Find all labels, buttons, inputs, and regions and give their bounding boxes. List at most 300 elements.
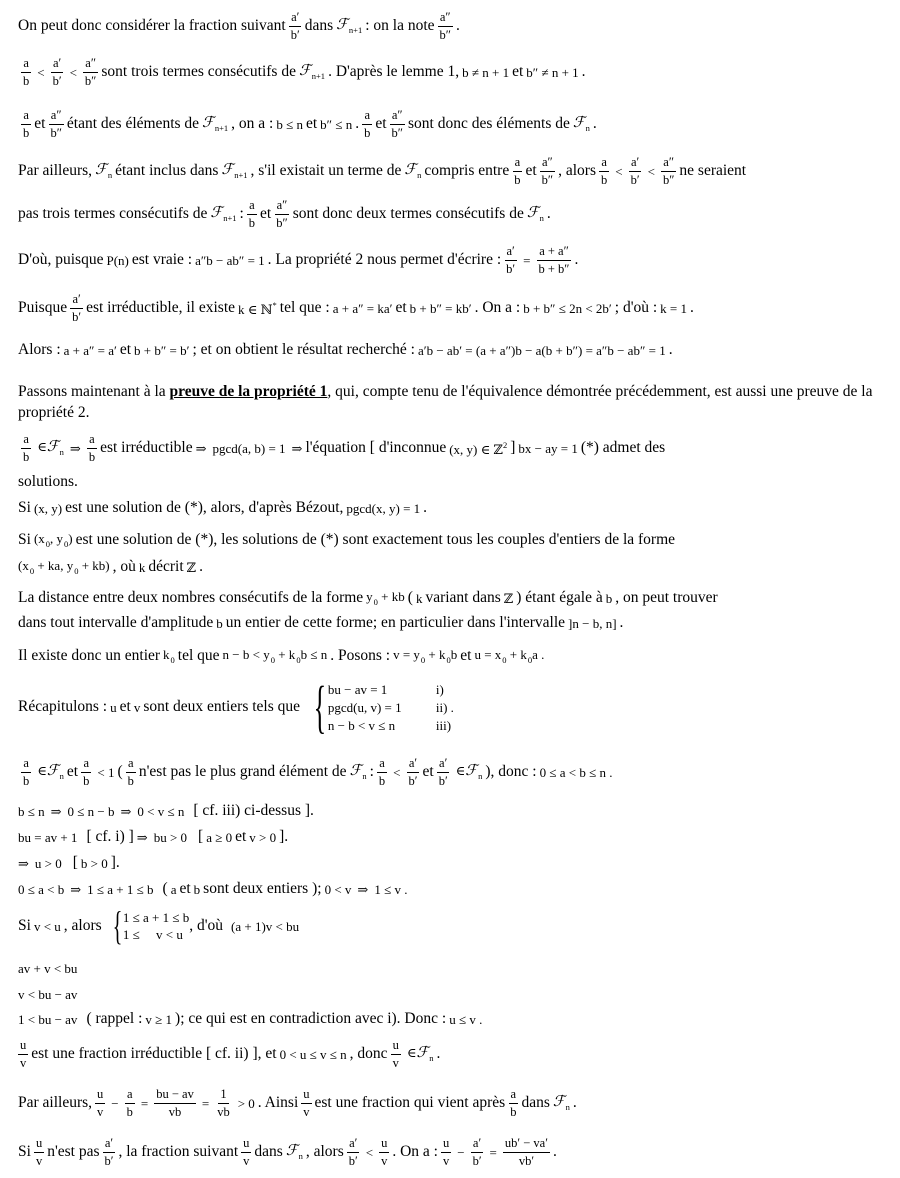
text: pas trois termes consécutifs de: [18, 205, 208, 223]
fraction-u-v: [391, 1038, 401, 1070]
subscript: 0: [29, 565, 35, 576]
text: décrit: [148, 558, 184, 576]
num: a″: [390, 108, 405, 124]
lt: <: [647, 163, 655, 179]
fraction-a-b: [21, 56, 31, 88]
den: b: [23, 449, 30, 464]
in: ∈: [37, 763, 47, 779]
text: dans: [254, 1143, 283, 1161]
math: a: [170, 881, 177, 897]
math: v > 0: [249, 829, 277, 845]
num: a + a″: [537, 244, 571, 260]
math: v ≥ 1: [145, 1011, 173, 1027]
subscript: n+1: [223, 213, 237, 224]
math: k: [163, 646, 170, 662]
den: v: [381, 1153, 388, 1168]
math: bu = av + 1: [18, 829, 78, 845]
subscript: 0: [373, 596, 378, 607]
den: b″: [50, 125, 62, 140]
text: On peut donc considérer la fraction suivant: [18, 17, 286, 35]
text: (*) admet des: [580, 439, 666, 457]
line-28: $\frac{u}{v}$ est une fraction irréductible [ cf. ii) ], et 0 < u ≤ v ≤ n , donc $\frac{u}{v}$ ∈ℱ$_n$ .: [20, 1038, 441, 1070]
fraction-ap-bp: [51, 56, 64, 88]
den: b: [127, 773, 134, 788]
subscript: 0: [527, 654, 533, 665]
eq: =: [523, 252, 531, 268]
line-3: $\frac{a}{b}$ et $\frac{a''}{b''}$ étant des éléments de ℱ$_{n+1}$ , on a : b ≤ n et b″ ≤ n . $\frac{a}{b}$ et $\frac{a''}{b''}$ sont donc des éléments de ℱ$_n$ .: [23, 108, 597, 140]
text: . La propriété 2 nous permet d'écrire :: [267, 251, 502, 269]
text: : on la note: [365, 17, 435, 35]
text: (: [117, 763, 123, 781]
line-27: [18, 1009, 888, 1029]
subscript: n+1: [214, 123, 229, 134]
text: ; et on obtient le résultat recherché :: [192, 341, 415, 359]
fraction-app-bpp: [438, 10, 453, 42]
label-iii: iii): [435, 717, 452, 733]
text: , alors: [558, 162, 597, 180]
farey-symbol: ℱ: [336, 15, 348, 34]
line-22: [18, 853, 888, 873]
num: u: [95, 1087, 105, 1103]
subscript: n: [59, 447, 64, 458]
fraction-app-bpp: [540, 155, 555, 187]
farey-symbol: ℱ: [210, 203, 223, 222]
math: a ≥ 0: [206, 829, 233, 845]
num: a: [21, 432, 31, 448]
fraction-u-v: [241, 1136, 251, 1168]
den: b: [601, 172, 608, 187]
line-19: [18, 752, 888, 792]
subscript: n: [417, 170, 422, 181]
text: n'est pas: [47, 1143, 100, 1161]
lt: <: [69, 64, 77, 80]
fraction-u-v: [379, 1136, 389, 1168]
num: a′: [289, 10, 301, 26]
fraction-ap-bp: [289, 10, 302, 42]
text: et: [34, 115, 46, 133]
num: a″: [83, 56, 98, 72]
math: > 0: [237, 1095, 255, 1111]
text: [: [72, 854, 78, 872]
num: a″: [438, 10, 453, 26]
math: av + v < bu: [18, 960, 78, 976]
fraction-ap-bp: [629, 155, 642, 187]
heading-link-text: preuve de la propriété 1: [169, 383, 328, 400]
fraction-a-b: [362, 108, 372, 140]
text: :: [369, 763, 374, 781]
fraction-diff: [154, 1087, 196, 1119]
line-30: Si $\frac{u}{v}$ n'est pas $\frac{a'}{b'}$ , la fraction suivant $\frac{u}{v}$ dans ℱ$_n$ , alors $\frac{a'}{b'}$ < $\frac{u}{v}$ . On a : $\frac{u}{v}$ − $\frac{a'}{b'}$ = $\frac{ub' - va'}{vb'}$ .: [18, 1136, 557, 1168]
in: ∈: [406, 1045, 417, 1061]
eq: =: [201, 1095, 210, 1111]
text: , qui, compte tenu de l'équivalence démontrée précédemment, est aussi une preuve de la propriété 2.: [18, 383, 873, 421]
math: (x, y): [33, 500, 63, 516]
text: est une solution de (*), les solutions de (*) sont exactement tous les couples d'entiers de la forme: [75, 531, 676, 549]
den: b′: [348, 1153, 358, 1168]
text: Par ailleurs,: [18, 162, 93, 180]
math: u = x: [474, 646, 502, 662]
num: a′: [629, 155, 641, 171]
line-12: Si (x, y) est une solution de (*), alors, d'après Bézout, pgcd(x, y) = 1 .: [18, 499, 428, 517]
text: Si: [18, 499, 31, 517]
text: est une solution de (*), alors, d'après Bézout,: [65, 499, 344, 517]
text: [ cf. iii) ci-dessus ].: [193, 802, 314, 820]
math: v = y: [393, 646, 420, 662]
math: b ≤ n: [276, 116, 303, 132]
text: Si: [18, 531, 31, 549]
den: vb: [217, 1104, 230, 1119]
subscript: 0: [45, 538, 51, 549]
fraction-u-v: [34, 1136, 44, 1168]
fraction-ap-bp: [407, 756, 420, 788]
line-23: [18, 879, 888, 899]
text: et: [375, 115, 387, 133]
text: variant dans: [425, 589, 501, 607]
den: v: [243, 1153, 250, 1168]
math: ℤ: [503, 590, 514, 606]
text: (: [162, 880, 168, 898]
math: b″ ≠ n + 1: [526, 64, 579, 80]
den: b′: [72, 309, 82, 324]
den: b: [23, 73, 30, 88]
text: ) étant égale à: [516, 589, 603, 607]
math: 0 < v ≤ n: [137, 803, 185, 819]
system-rows: bu − av = 1 i) pgcd(u, v) = 1 ii) . n − b < v ≤ n iii): [327, 681, 454, 733]
implies: ⇒: [136, 829, 148, 845]
den: b: [126, 1104, 133, 1119]
text: est une fraction qui vient après: [314, 1094, 506, 1112]
math: (a + 1)v < bu: [231, 918, 300, 934]
math: (x: [33, 530, 45, 546]
den: vb′: [518, 1153, 535, 1168]
num: a′: [437, 756, 449, 772]
num: a′: [505, 244, 517, 260]
minus: −: [111, 1095, 119, 1111]
num: u: [391, 1038, 401, 1054]
math: b: [605, 590, 613, 606]
farey-symbol: ℱ: [349, 761, 362, 780]
math: + k: [506, 646, 527, 662]
den: vb: [168, 1104, 182, 1119]
math: , y: [50, 530, 64, 546]
line-14: ($x_0$ + ka, $y_0 + kb$) , où k décrit ℤ .: [18, 557, 204, 576]
fraction-final: [503, 1136, 550, 1168]
text: un entier de cette forme; en particulier dans l'intervalle: [225, 614, 566, 632]
subscript: 0: [296, 654, 301, 665]
farey-symbol: ℱ: [572, 113, 585, 132]
math: v < bu − av: [18, 986, 78, 1002]
math: b: [216, 615, 223, 631]
math: 1 ≤ v .: [374, 881, 408, 897]
math: + k: [274, 646, 296, 662]
text: et: [119, 698, 131, 716]
den: b′: [408, 773, 418, 788]
math: + kb: [377, 588, 405, 604]
line-16: dans tout intervalle d'amplitude b un entier de cette forme; en particulier dans l'intervalle ]n − b, n] .: [18, 614, 624, 632]
fraction-a-b: [81, 756, 91, 788]
den: b′: [472, 1153, 482, 1168]
num: u: [379, 1136, 389, 1152]
num: a: [87, 432, 97, 448]
num: ub′ − va′: [503, 1136, 550, 1152]
den: v: [20, 1055, 27, 1070]
num: a: [21, 56, 31, 72]
subscript: 0: [446, 654, 451, 665]
subscript: 0: [420, 654, 426, 665]
den: b: [88, 449, 96, 464]
text: compris entre: [424, 162, 510, 180]
subscript: 0: [502, 654, 507, 665]
line-13: [18, 529, 888, 551]
den: b″: [541, 172, 554, 187]
fraction-u-v: [18, 1038, 28, 1070]
den: b″: [276, 215, 288, 230]
num: a′: [51, 56, 63, 72]
num: u: [34, 1136, 44, 1152]
fraction-a-b: [21, 432, 31, 464]
line-17: [18, 645, 888, 667]
text: et: [66, 763, 79, 781]
num: a: [362, 108, 372, 124]
inequality-system: [108, 903, 190, 948]
line-5: pas trois termes consécutifs de ℱ$_{n+1}$ : $\frac{a}{b}$ et $\frac{a''}{b''}$ sont donc deux termes consécutifs de ℱ$_n$ .: [18, 198, 551, 230]
den: b: [248, 215, 256, 230]
farey-symbol: ℱ: [465, 761, 478, 780]
den: v: [97, 1104, 104, 1119]
math: a″b − ab″ = 1: [195, 252, 265, 268]
fraction-app-bpp: [661, 155, 676, 187]
math: k: [138, 559, 146, 575]
math: v: [133, 699, 141, 715]
num: a′: [103, 1136, 115, 1152]
text: . On a :: [474, 299, 521, 317]
num: a: [21, 756, 31, 772]
lt: <: [615, 163, 623, 179]
text: . On a :: [392, 1143, 438, 1161]
num: bu − av: [154, 1087, 196, 1103]
fraction-ap-bp: [437, 756, 450, 788]
math: 0 ≤ n − b: [67, 803, 115, 819]
text: et: [235, 828, 247, 846]
math: b > 0: [80, 855, 108, 871]
num: a: [247, 198, 257, 214]
implies: ⇒: [50, 803, 62, 819]
text: et: [525, 162, 537, 180]
line-20: [18, 801, 888, 821]
text: Il existe donc un entier: [18, 647, 161, 665]
text: ].: [110, 854, 120, 872]
num: a″: [661, 155, 676, 171]
math: v < u: [33, 918, 61, 934]
fraction-ap-bp: [504, 244, 517, 276]
fraction-sum: [536, 244, 571, 276]
equation-system: [306, 674, 454, 739]
fraction-app-bpp: [83, 56, 98, 88]
math: 1 < bu − av: [18, 1011, 78, 1027]
text: Si: [18, 917, 31, 935]
subscript: n: [539, 213, 544, 224]
farey-symbol: ℱ: [46, 761, 59, 780]
math: pgcd(x, y) = 1: [346, 500, 421, 516]
num: a: [513, 155, 523, 171]
text: et: [119, 341, 132, 359]
subscript: n: [362, 771, 367, 782]
lt: <: [365, 1144, 374, 1160]
fraction-a-b: [87, 432, 97, 464]
farey-symbol: ℱ: [202, 113, 214, 132]
num: u: [301, 1087, 311, 1103]
line-15: [18, 587, 888, 609]
text: [ cf. i) ]: [86, 828, 134, 846]
left-brace: {: [112, 903, 123, 948]
equation-ii: pgcd(u, v) = 1: [327, 699, 402, 715]
subscript: 0: [170, 654, 175, 665]
line-18: [18, 672, 888, 742]
math: 0 ≤ a < b: [18, 881, 65, 897]
num: a′: [70, 292, 82, 308]
math: + kb): [78, 557, 110, 573]
system-row: 1 ≤ v < u: [122, 927, 183, 942]
math: u: [110, 699, 117, 715]
math: b ≤ n: [300, 646, 328, 662]
fraction-1-vb: [215, 1087, 232, 1119]
math: b: [193, 881, 201, 897]
subscript: n+1: [348, 25, 363, 36]
subscript: 0: [74, 565, 79, 576]
text: dans: [304, 17, 334, 35]
math: y: [366, 588, 373, 604]
line-11: [18, 472, 888, 492]
math: a + a″ = a′: [63, 342, 117, 358]
math: b ≤ n: [18, 803, 45, 819]
subscript: n: [298, 1151, 303, 1162]
text: , s'il existait un terme de: [250, 162, 402, 180]
num: a′: [347, 1136, 359, 1152]
math: b + b″ = b′: [134, 342, 190, 358]
math: bu > 0: [153, 829, 188, 845]
text: Par ailleurs,: [18, 1094, 93, 1112]
text: et: [179, 880, 191, 898]
text: l'équation [ d'inconnue: [305, 439, 447, 457]
implies: ⇒: [291, 440, 303, 456]
label-i: i): [435, 681, 444, 697]
implies: ⇒: [70, 881, 82, 897]
math: ℤ: [186, 559, 197, 575]
fraction-app-bpp: [390, 108, 405, 140]
text: ( rappel :: [86, 1010, 143, 1028]
farey-symbol: ℱ: [95, 160, 107, 179]
farey-symbol: ℱ: [404, 160, 417, 179]
farey-symbol: ℱ: [285, 1141, 298, 1160]
eq: =: [140, 1095, 149, 1111]
den: b: [23, 125, 30, 140]
num: a: [599, 155, 609, 171]
text: ne seraient: [679, 162, 747, 180]
math: k = 1: [660, 300, 688, 316]
num: a′: [471, 1136, 483, 1152]
equation-i: bu − av = 1: [327, 681, 388, 697]
den: b′: [630, 172, 640, 187]
text: , donc: [349, 1045, 388, 1063]
text: (: [407, 589, 413, 607]
den: v: [442, 1153, 450, 1168]
fraction-u-v: [441, 1136, 451, 1168]
den: b″: [439, 27, 451, 42]
math: (x, y) ∈ ℤ: [449, 441, 503, 457]
text: et: [260, 205, 272, 223]
den: b′: [438, 773, 448, 788]
text: ].: [279, 828, 289, 846]
text: dans tout intervalle d'amplitude: [18, 614, 214, 632]
fraction-a-b: [247, 198, 257, 230]
fraction-a-b: [599, 155, 609, 187]
text: sont deux entiers tels que: [143, 698, 301, 716]
subscript: n: [478, 771, 483, 782]
line-7: Puisque $\frac{a'}{b'}$ est irréductible, il existe k ∈ ℕ* tel que : a + a″ = ka′ et b + b″ = kb′ . On a : b + b″ ≤ 2n < 2b′ ; d'où : k = 1 .: [18, 292, 694, 324]
text: , où: [112, 558, 136, 576]
math: a + a″ = ka′: [332, 300, 393, 316]
den: b: [23, 773, 30, 788]
text: , alors: [305, 1143, 344, 1161]
text: ); ce qui est en contradiction avec i). Donc :: [175, 1010, 447, 1028]
line-25: [18, 958, 888, 978]
subscript: 0: [64, 538, 69, 549]
text: tel que :: [279, 299, 330, 317]
line-10: [18, 428, 888, 468]
label-ii: ii): [435, 699, 448, 715]
num: a′: [407, 756, 419, 772]
math: < 1: [97, 764, 115, 780]
farey-symbol: ℱ: [526, 203, 539, 222]
implies: ⇒: [18, 855, 29, 871]
math: a .: [532, 646, 545, 662]
system-row: 1 ≤ a + 1 ≤ b: [122, 910, 190, 925]
num: a: [126, 756, 136, 772]
math: b: [450, 646, 458, 662]
lt: <: [393, 764, 401, 780]
line-4: [18, 151, 888, 191]
math: 0 < u ≤ v ≤ n: [279, 1046, 347, 1062]
fraction-a-b: [126, 756, 136, 788]
num: a″: [540, 155, 555, 171]
math: + k: [425, 646, 446, 662]
math: 0 ≤ a < b ≤ n .: [539, 764, 613, 780]
fraction-a-b: [125, 1087, 135, 1119]
den: b: [364, 125, 371, 140]
text: et: [395, 299, 407, 317]
line-2: $\frac{a}{b}$ < $\frac{a'}{b'}$ < $\frac{a''}{b''}$ sont trois termes consécutifs de ℱ$_{n+1}$ . D'après le lemme 1, b ≠ n + 1 et b″ ≠ n + 1 .: [23, 56, 586, 88]
fraction-u-v: [95, 1087, 105, 1119]
implies: ⇒: [195, 440, 207, 456]
text: et: [460, 647, 472, 665]
text: ; d'où :: [614, 299, 658, 317]
subscript: n: [585, 123, 590, 134]
text: . Posons :: [330, 647, 391, 665]
line-9: [18, 381, 888, 423]
text: dans: [521, 1094, 550, 1112]
farey-symbol: ℱ: [416, 1043, 429, 1062]
fraction-ap-bp: [70, 292, 83, 324]
farey-symbol: ℱ: [46, 437, 59, 456]
text: sont donc deux termes consécutifs de: [292, 205, 524, 223]
farey-symbol: ℱ: [552, 1092, 565, 1111]
den: b′: [506, 261, 516, 276]
den: b″: [391, 125, 403, 140]
text: sont trois termes consécutifs de: [101, 63, 296, 81]
subscript: n: [107, 170, 113, 181]
subscript: 0: [270, 654, 275, 665]
math: + ka, y: [34, 557, 74, 573]
